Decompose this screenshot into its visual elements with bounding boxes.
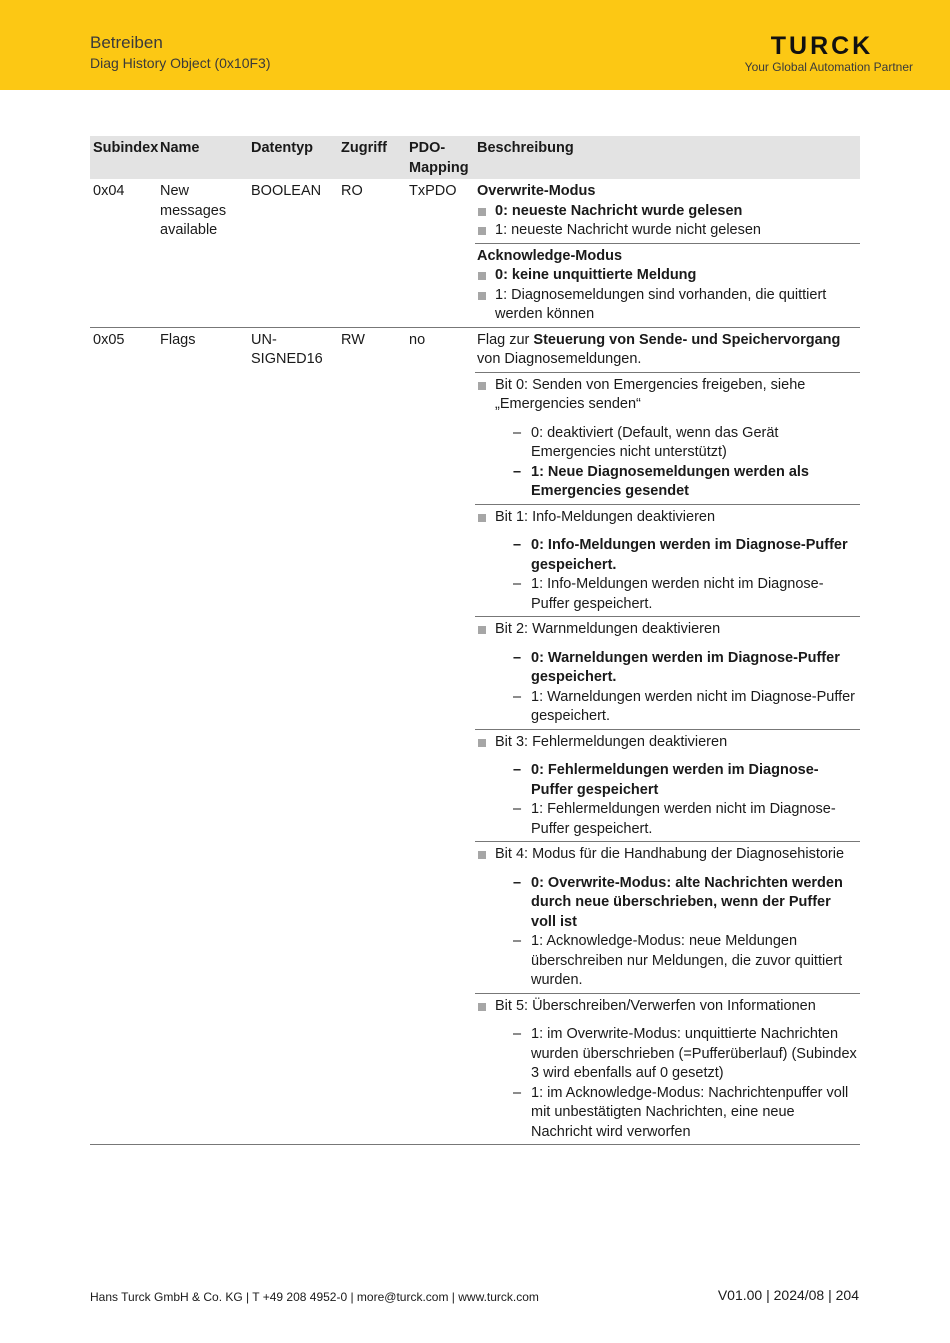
bit-2-segment bbox=[475, 617, 860, 730]
col-access: Zugriff bbox=[341, 140, 387, 156]
bit-item: Bit 2: Warnmeldungen deaktivieren bbox=[477, 620, 858, 640]
sub-item: – 0: Warneldungen werden im Diagnose-Puffer gespeichert. bbox=[513, 649, 840, 685]
cell-name: New messages available bbox=[160, 183, 227, 238]
footer-company: Hans Turck GmbH & Co. KG | T +49 208 4952-0 | more@turck.com | www.turck.com bbox=[90, 1290, 539, 1304]
section-title: Betreiben bbox=[90, 33, 163, 52]
bit-1-segment bbox=[475, 505, 860, 618]
mode-title: Overwrite-Modus bbox=[477, 183, 596, 199]
desc-segment bbox=[475, 244, 860, 327]
bit-item: Bit 0: Senden von Emergencies freigeben, siehe „Emergencies senden“ bbox=[477, 376, 858, 415]
sub-item: – 1: Info-Meldungen werden nicht im Diagnose-Puffer gespeichert. bbox=[513, 576, 824, 612]
col-pdo: PDO- Mapping bbox=[409, 140, 469, 176]
cell-description bbox=[475, 328, 860, 1145]
col-datatype: Datentyp bbox=[251, 140, 314, 156]
col-name: Name bbox=[160, 140, 200, 156]
sub-item: – 1: im Acknowledge-Modus: Nachrichtenpuffer voll mit unbestätigten Nachrichten, eine neue Nachricht wird verworfen bbox=[513, 1084, 849, 1140]
cell-description bbox=[475, 179, 860, 327]
turck-logo bbox=[730, 34, 914, 58]
list-item: 0: keine unquittierte Meldung bbox=[477, 266, 858, 286]
desc-intro: Flag zur Steuerung von Sende- und Speichervorgang von Diagnosemeldungen. bbox=[475, 328, 860, 373]
cell-access: RO bbox=[341, 183, 363, 199]
footer-version: V01.00 | 2024/08 | 204 bbox=[717, 1287, 859, 1303]
list-item: 0: neueste Nachricht wurde gelesen bbox=[477, 202, 858, 222]
sub-item: – 1: Neue Diagnosemeldungen werden als Emergencies gesendet bbox=[513, 463, 809, 499]
sub-item: – 1: Fehlermeldungen werden nicht im Diagnose-Puffer gespeichert. bbox=[513, 801, 836, 837]
logo-wordmark: TURCK bbox=[770, 34, 874, 58]
bit-item: Bit 4: Modus für die Handhabung der Diagnosehistorie bbox=[477, 845, 858, 865]
list-item: 1: Diagnosemeldungen sind vorhanden, die quittiert werden können bbox=[477, 286, 858, 325]
desc-segment bbox=[475, 179, 860, 244]
col-subindex: Subindex bbox=[93, 140, 159, 156]
list-item: 1: neueste Nachricht wurde nicht gelesen bbox=[477, 221, 858, 241]
parameter-table bbox=[90, 136, 860, 1145]
cell-pdo: no bbox=[409, 331, 426, 348]
section-subtitle: Diag History Object (0x10F3) bbox=[90, 55, 271, 71]
bit-item: Bit 5: Überschreiben/Verwerfen von Informationen bbox=[477, 997, 858, 1017]
sub-item: – 0: Fehlermeldungen werden im Diagnose-Puffer gespeichert bbox=[513, 762, 819, 798]
bit-5-segment bbox=[475, 994, 860, 1145]
cell-name: Flags bbox=[160, 331, 196, 348]
sub-item: – 1: Warneldungen werden nicht im Diagnose-Puffer gespeichert. bbox=[513, 688, 856, 724]
mode-title: Acknowledge-Modus bbox=[477, 247, 623, 264]
col-description: Beschreibung bbox=[477, 140, 574, 156]
table-header bbox=[90, 136, 860, 179]
cell-subindex: 0x05 bbox=[93, 331, 125, 348]
sub-item: – 1: Acknowledge-Modus: neue Meldungen überschreiben nur Meldungen, die zuvor quittiert wurden. bbox=[513, 933, 843, 988]
cell-pdo: TxPDO bbox=[409, 183, 457, 199]
bit-item: Bit 3: Fehlermeldungen deaktivieren bbox=[477, 733, 858, 753]
table-row bbox=[90, 179, 860, 328]
cell-datatype: BOOLEAN bbox=[251, 183, 322, 199]
sub-item: – 0: deaktiviert (Default, wenn das Gerät Emergencies nicht unterstützt) bbox=[513, 424, 779, 460]
page-header bbox=[0, 0, 950, 90]
cell-subindex: 0x04 bbox=[93, 183, 125, 199]
table-row bbox=[90, 328, 860, 1146]
bit-item: Bit 1: Info-Meldungen deaktivieren bbox=[477, 508, 858, 528]
sub-item: – 1: im Overwrite-Modus: unquittierte Nachrichten wurden überschrieben (=Pufferüberlauf) (Subindex 3 wird ebenfalls auf 0 gesetzt) bbox=[513, 1026, 857, 1081]
sub-item: – 0: Overwrite-Modus: alte Nachrichten werden durch neue überschrieben, wenn der Puffer voll ist bbox=[513, 874, 843, 930]
bit-4-segment bbox=[475, 842, 860, 994]
cell-datatype: UN- SIGNED16 bbox=[251, 331, 323, 367]
bit-3-segment bbox=[475, 730, 860, 843]
sub-item: – 0: Info-Meldungen werden im Diagnose-Puffer gespeichert. bbox=[513, 537, 848, 573]
bit-0-segment bbox=[475, 373, 860, 505]
tagline: Your Global Automation Partner bbox=[744, 60, 913, 74]
cell-access: RW bbox=[341, 331, 365, 348]
